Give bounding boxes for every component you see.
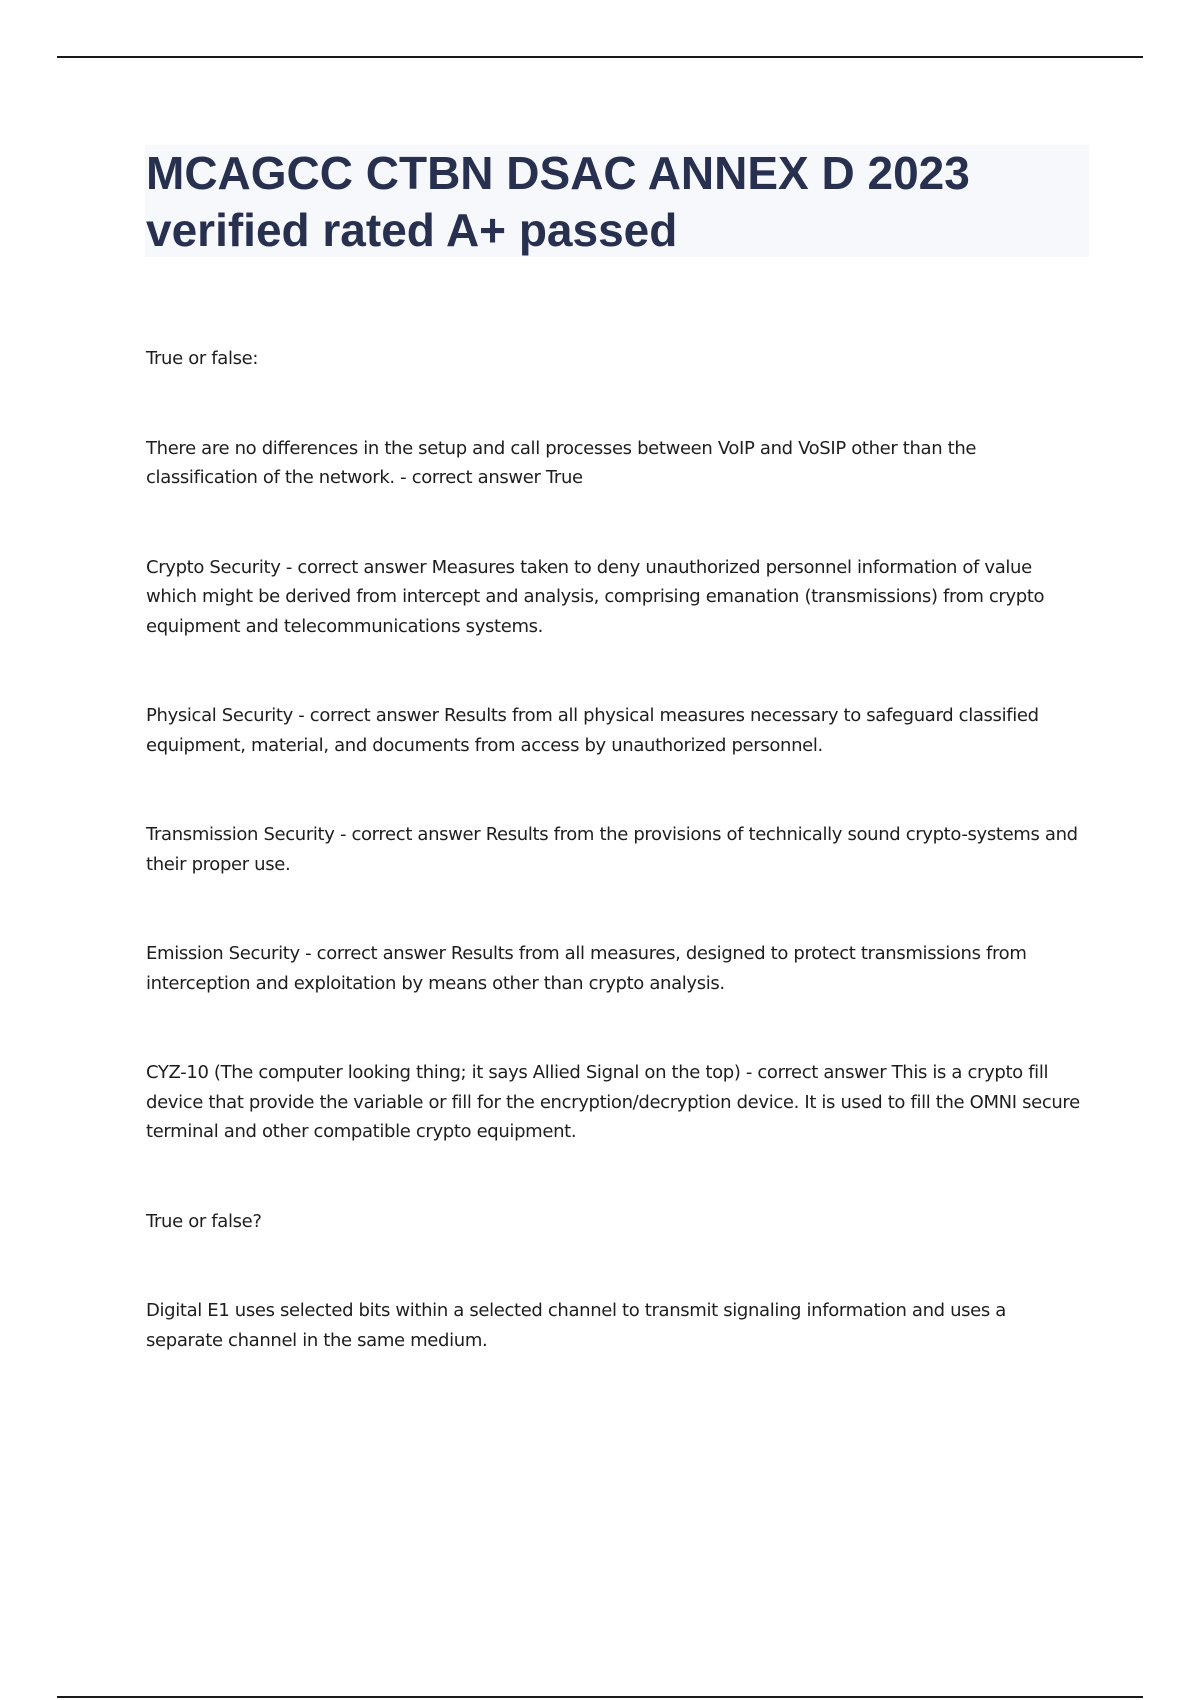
document-title: MCAGCC CTBN DSAC ANNEX D 2023 verified rated A+ passed xyxy=(146,147,970,256)
bottom-rule xyxy=(57,1696,1143,1698)
paragraph: True or false: xyxy=(146,348,259,369)
paragraph: Physical Security - correct answer Results from all physical measures necessary to safeguard classified equipment, material, and documents from access by unauthorized personnel. xyxy=(146,705,1039,756)
paragraph: There are no differences in the setup and call processes between VoIP and VoSIP other than the classification of the network. - correct answer True xyxy=(146,437,977,488)
paragraph: Crypto Security - correct answer Measures taken to deny unauthorized personnel information of value which might be derived from intercept and analysis, comprising emanation (transmissions) from crypto equipment and telecommunications systems. xyxy=(146,556,1045,637)
paragraph: CYZ-10 (The computer looking thing; it says Allied Signal on the top) - correct answer This is a crypto fill device that provide the variable or fill for the encryption/decryption device. It is used to fill the OMNI secure terminal and other compatible crypto equipment. xyxy=(146,1062,1080,1142)
paragraph: Digital E1 uses selected bits within a selected channel to transmit signaling information and uses a separate channel in the same medium. xyxy=(146,1300,1006,1351)
document-body xyxy=(146,344,1086,1415)
paragraph: True or false? xyxy=(146,1210,262,1232)
paragraph: Emission Security - correct answer Results from all measures, designed to protect transmissions from interception and exploitation by means other than crypto analysis. xyxy=(146,943,1027,994)
top-rule xyxy=(57,56,1143,58)
paragraph: Transmission Security - correct answer Results from the provisions of technically sound crypto-systems and their proper use. xyxy=(146,824,1078,875)
